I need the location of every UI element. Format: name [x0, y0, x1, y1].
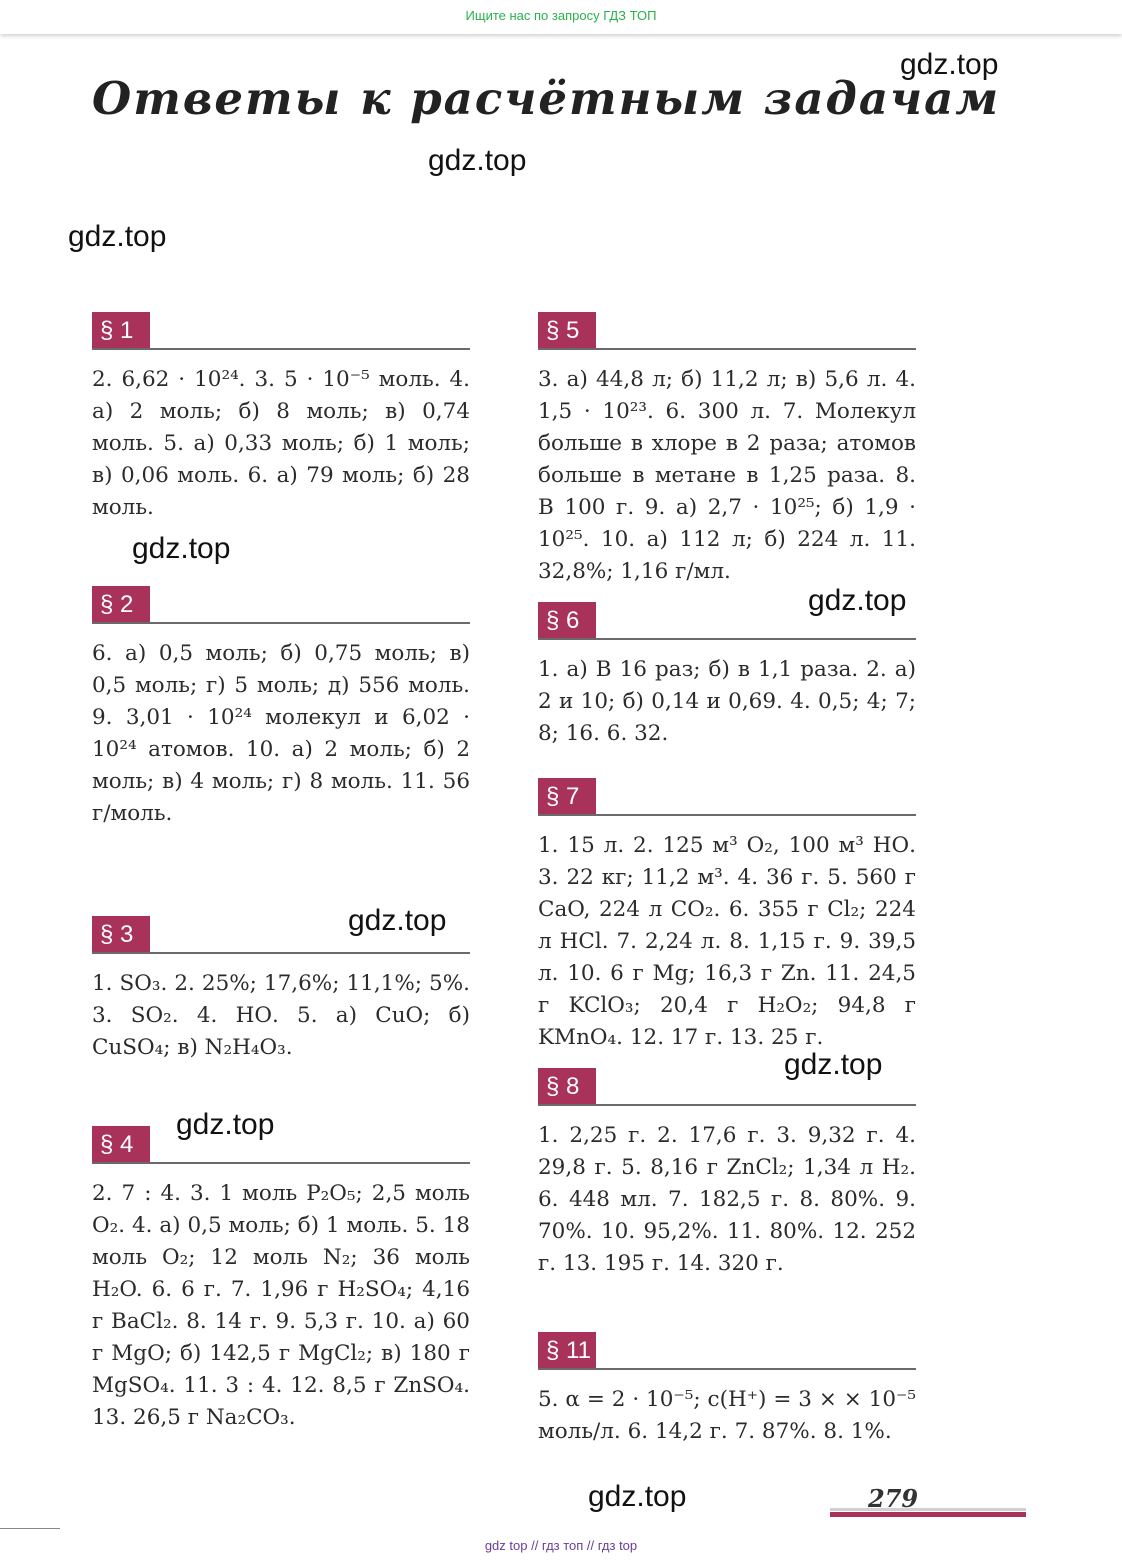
watermark: gdz.top — [176, 1108, 275, 1141]
section-1 — [92, 312, 470, 524]
section-rule — [538, 348, 916, 350]
section-badge: § 8 — [538, 1068, 596, 1106]
section-header — [92, 586, 470, 624]
section-header — [538, 602, 916, 640]
section-badge: § 4 — [92, 1126, 150, 1164]
section-3 — [92, 916, 470, 1064]
section-badge: § 2 — [92, 586, 150, 624]
section-7 — [538, 778, 916, 1054]
section-badge: § 5 — [538, 312, 596, 350]
watermark: gdz.top — [808, 584, 907, 617]
top-banner-text: Ищите нас по запросу ГДЗ ТОП — [465, 8, 657, 23]
section-6 — [538, 602, 916, 750]
section-text: 1. SO₃. 2. 25%; 17,6%; 11,1%; 5%. 3. SO₂. 4. НО. 5. а) CuO; б) CuSO₄; в) N₂H₄O₃. — [92, 971, 470, 1060]
section-badge: § 6 — [538, 602, 596, 640]
section-text: 2. 7 : 4. 3. 1 моль P₂O₅; 2,5 моль O₂. 4. а) 0,5 моль; б) 1 моль. 5. 18 моль O₂; 12 моль N₂; 36 моль H₂O. 6. 6 г. 7. 1,96 г H₂SO₄; 4,16 г BaCl₂. 8. 14 г. 9. 5,3 г. 10. а) 60 г MgO; б) 142,5 г MgCl₂; в) 180 г MgSO₄. 11. 3 : 4. 12. 8,5 г ZnSO₄. 13. 26,5 г Na₂CO₃. — [92, 1181, 470, 1430]
section-header — [538, 312, 916, 350]
page-corner-rule — [0, 1528, 60, 1529]
section-rule — [538, 1104, 916, 1106]
section-header — [92, 916, 470, 954]
section-rule — [92, 622, 470, 624]
section-header — [538, 1332, 916, 1370]
section-rule — [92, 348, 470, 350]
page-title: Ответы к расчётным задачам — [92, 72, 1001, 125]
watermark: gdz.top — [900, 48, 999, 81]
section-badge: § 3 — [92, 916, 150, 954]
section-text: 1. а) В 16 раз; б) в 1,1 раза. 2. а) 2 и 10; б) 0,14 и 0,69. 4. 0,5; 4; 7; 8; 16. 6. 32. — [538, 657, 916, 746]
page-number: 279 — [868, 1484, 919, 1513]
watermark: gdz.top — [588, 1480, 687, 1513]
section-badge: § 7 — [538, 778, 596, 816]
footer-links[interactable]: gdz top // гдз топ // гдз top — [484, 1538, 638, 1553]
section-11 — [538, 1332, 916, 1448]
top-banner — [0, 0, 1122, 34]
section-2 — [92, 586, 470, 830]
section-text: 6. а) 0,5 моль; б) 0,75 моль; в) 0,5 моль; г) 5 моль; д) 556 моль. 9. 3,01 · 10²⁴ молекул и 6,02 · 10²⁴ атомов. 10. а) 2 моль; б) 2 моль; в) 4 моль; г) 8 моль. 11. 56 г/моль. — [92, 641, 470, 826]
section-text: 1. 15 л. 2. 125 м³ O₂, 100 м³ НО. 3. 22 кг; 11,2 м³. 4. 36 г. 5. 560 г CaO, 224 л CO₂. 6. 355 г Cl₂; 224 л HCl. 7. 2,24 л. 8. 1,15 г. 9. 39,5 л. 10. 6 г Mg; 16,3 г Zn. 11. 24,5 г KClO₃; 20,4 г H₂O₂; 94,8 г KMnO₄. 12. 17 г. 13. 25 г. — [538, 833, 916, 1050]
section-header — [92, 312, 470, 350]
section-text: 1. 2,25 г. 2. 17,6 г. 3. 9,32 г. 4. 29,8 г. 5. 8,16 г ZnCl₂; 1,34 л H₂. 6. 448 мл. 7. 182,5 г. 8. 80%. 9. 70%. 10. 95,2%. 11. 80%. 12. 252 г. 13. 195 г. 14. 320 г. — [538, 1123, 916, 1276]
watermark: gdz.top — [784, 1048, 883, 1081]
watermark: gdz.top — [132, 532, 231, 565]
watermark: gdz.top — [68, 220, 167, 253]
section-8 — [538, 1068, 916, 1280]
section-badge: § 11 — [538, 1332, 596, 1370]
section-text: 5. α = 2 · 10⁻⁵; c(H⁺) = 3 × × 10⁻⁵ моль/л. 6. 14,2 г. 7. 87%. 8. 1%. — [538, 1387, 916, 1444]
section-header — [92, 1126, 470, 1164]
section-rule — [538, 638, 916, 640]
watermark: gdz.top — [348, 904, 447, 937]
watermark: gdz.top — [428, 144, 527, 177]
page-number-rule — [830, 1512, 1026, 1517]
page-number-shadow — [830, 1508, 1026, 1511]
section-header — [538, 778, 916, 816]
section-text: 3. а) 44,8 л; б) 11,2 л; в) 5,6 л. 4. 1,5 · 10²³. 6. 300 л. 7. Молекул больше в хлоре в 2 раза; атомов больше в метане в 1,25 раза. 8. В 100 г. 9. а) 2,7 · 10²⁵; б) 1,9 · 10²⁵. 10. а) 112 л; б) 224 л. 11. 32,8%; 1,16 г/мл. — [538, 367, 916, 584]
section-header — [538, 1068, 916, 1106]
section-5 — [538, 312, 916, 588]
section-rule — [92, 1162, 470, 1164]
section-rule — [92, 952, 470, 954]
section-text: 2. 6,62 · 10²⁴. 3. 5 · 10⁻⁵ моль. 4. а) 2 моль; б) 8 моль; в) 0,74 моль. 5. а) 0,33 моль; б) 1 моль; в) 0,06 моль. 6. а) 79 моль; б) 28 моль. — [92, 367, 470, 520]
section-rule — [538, 1368, 916, 1370]
section-badge: § 1 — [92, 312, 150, 350]
section-rule — [538, 814, 916, 816]
section-4 — [92, 1126, 470, 1434]
